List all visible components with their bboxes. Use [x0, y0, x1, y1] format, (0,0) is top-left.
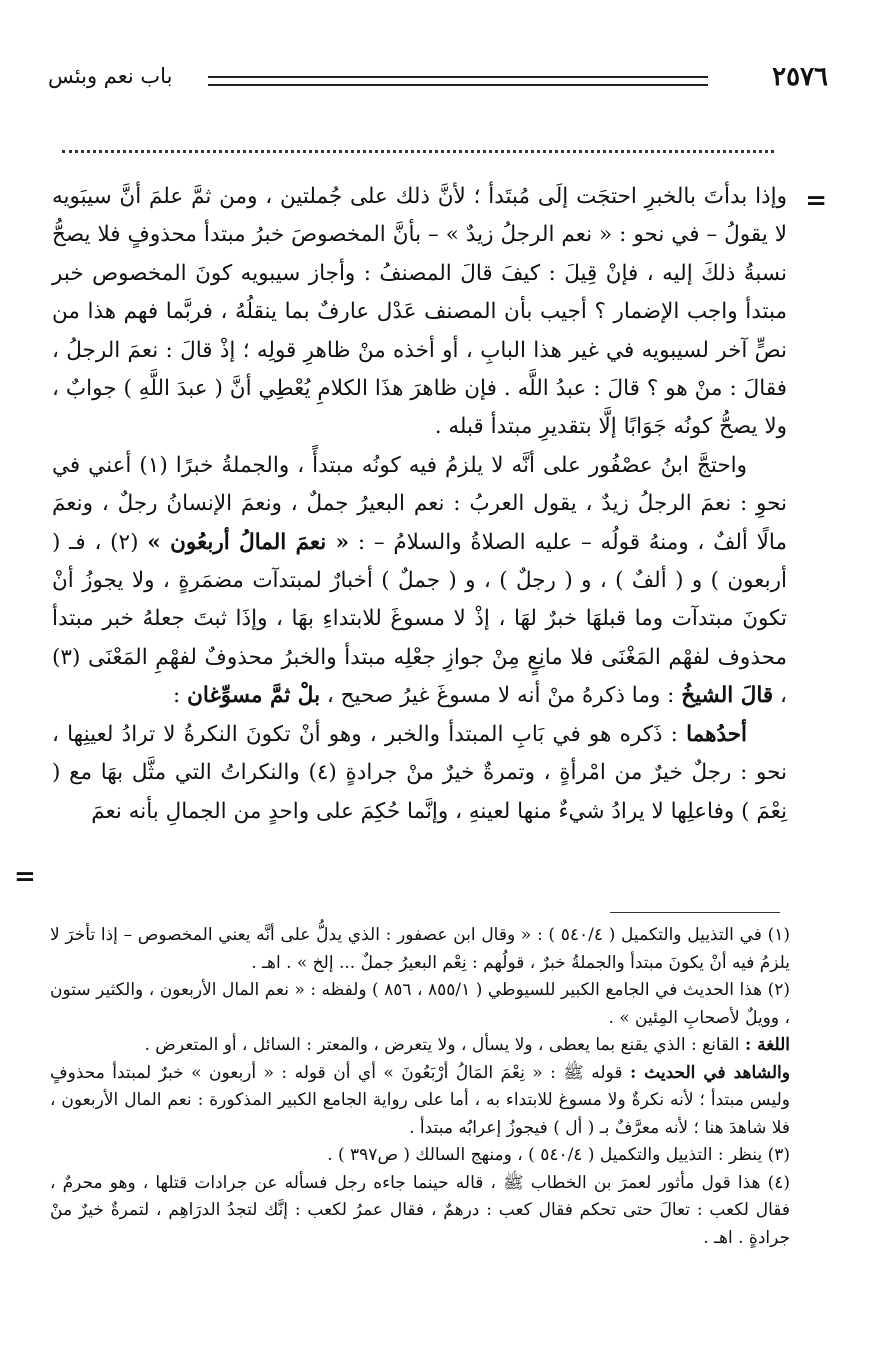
footnote-2: (٢) هذا الحديث في الجامع الكبير للسيوطي ( ٨٥٥/١ ، ٨٥٦ ) ولفظه : « نعم المال الأربعون ، والكثير ستون ، وويلٌ لأصحابِ المِئين » . — [50, 980, 791, 1028]
footnote-3: (٣) ينظر : التذييل والتكميل ( ٥٤٠/٤ ) ، ومنهج السالك ( ص٣٩٧ ) . — [327, 1145, 790, 1165]
footnote-4: (٤) هذا قول مأثور لعمرَ بن الخطاب ﷺ ، قاله حينما جاءه رجل فسأله عن جرادات قتلها ، وهو محرمٌ ، فقال لكعب : تعالَ حتى تحكم فقال كعب : درهمٌ ، فقال عمرُ لكعب : إنَّك لتجدُ الدرَاهِم ، لتمرةٌ خيرٌ منْ جرادةٍ . اهـ . — [50, 1172, 790, 1248]
label-lugha: اللغة : — [744, 1035, 790, 1055]
text-run: القانع : الذي يقنع بما يعطى ، ولا يسأل ، ولا يتعرض ، والمعتر : السائل ، أو المتعرض . — [144, 1035, 740, 1055]
bold-phrase-musawwighan: بلْ ثمَّ مسوِّغان — [187, 683, 321, 709]
footnote-ref-1[interactable]: (١) — [139, 452, 168, 478]
hadith-quote: « نعمَ المالُ أربعُون » — [147, 529, 350, 555]
chapter-title: باب نعم وبئس — [48, 64, 173, 88]
label-shahid: والشاهد في الحديث : — [629, 1062, 790, 1083]
continuation-mark-start: = — [805, 186, 827, 216]
dotted-separator — [62, 150, 774, 153]
footnote-1: (١) في التذييل والتكميل ( ٥٤٠/٤ ) : « وقال ابن عصفور : الذي يدلُّ على أنَّه يعني المخصوص – إذا تأخرَ لا يلزمُ فيه أنْ يكونَ مبتدأ والجملةُ خبرٌ ، قولُهم : نِعْم البعيرُ جملٌ ... إلخ » . اهـ . — [50, 925, 790, 973]
page-header — [48, 60, 828, 100]
header-double-rule — [208, 76, 708, 86]
text-run: : وما ذكرهُ منْ أنه لا مسوغَ غيرُ صحيح ، — [326, 683, 675, 709]
paragraph-3 — [52, 716, 787, 831]
footnote-ref-2[interactable]: (٢) — [110, 529, 139, 555]
main-text — [52, 178, 787, 831]
bold-phrase-ahaduhuma: أحدُهما — [686, 721, 747, 747]
paragraph-1: وإذا بدأتَ بالخبرِ احتجَت إلَى مُبتَدأ ؛ لأنَّ ذلك على جُملتين ، ومن ثمَّ علمَ أنَّ سيبَويه لا يقولُ – في نحو : « نعم الرجلُ زيدٌ » – بأنَّ المخصوصَ خبرُ مبتدأ محذوفٍ فلا يصحُّ نسبةُ ذلكَ إليه ، فإنْ قِيلَ : كيفَ قالَ المصنفُ : وأجاز سيبويه كونَ المخصوص خبر مبتدأ واجب الإضمار ؟ أجيب بأن المصنف عَدْل عارفٌ بما ينقلُهُ ، فربَّما فهم هذا من نصٍّ آخر لسيبويه في غير هذا البابِ ، أو أخذه منْ ظاهرِ قولِه ؛ إذْ قالَ : نعمَ الرجلُ ، فقالَ : منْ هو ؟ قالَ : عبدُ اللَّه . فإن ظاهرَ هذَا الكلامِ يُعْطِي أنَّ ( عبدَ اللَّهِ ) جوابٌ ، ولا يصحُّ كونُه جَوَابًا إلَّا بتقديرِ مبتدأ قبله . — [52, 184, 787, 440]
bold-phrase-shaykh: قالَ الشيخُ — [681, 683, 774, 709]
footnote-ref-4[interactable]: (٤) — [308, 760, 337, 786]
footnote-ref-3[interactable]: (٣) — [52, 644, 81, 670]
text-run: والنكراتُ التي مثَّل بهَا مع ( نِعْمَ ) وفاعلِها لا يرادُ شيءٌ منها لعينهِ ، وإنَّما حُكِمَ على واحدٍ من الجمالِ بأنه نعمَ — [52, 760, 787, 824]
footnote-2-language — [50, 1032, 790, 1060]
continuation-mark-end: = — [14, 862, 36, 892]
page-number: ٢٥٧٦ — [772, 62, 828, 92]
text-run: قوله ﷺ : « نِعْمَ المَالُ أرْبَعُونَ » أي أن قوله : « أربعون » خبرٌ لمبتدأ محذوفٍ وليس مبتدأ ؛ لأنه نكرةٌ ولا مسوغ للابتداء به ، أما على رواية الجامع الكبير المذكورة : نعم المال الأربعون ، فلا شاهدَ هنا ؛ لأنه معرَّفٌ بـ ( أل ) فيجوزُ إعرابُه مبتدأ . — [50, 1062, 790, 1138]
paragraph-2 — [52, 447, 787, 716]
text-run: أعني في نحوِ : نعمَ الرجلُ زيدٌ ، يقول العربُ : نعم البعيرُ جملٌ ، ونعمَ الإنسانُ رجلٌ ، ونعمَ مالًا ألفٌ ، ومنهُ قولُه – عليه الصلاةُ والسلامُ – : — [52, 452, 787, 555]
text-run: ، فـ ( أربعون ) و ( ألفٌ ) ، و ( رجلٌ ) ، و ( جملٌ ) أخبارٌ لمبتدآت مضمَرةٍ ، ولا يجوزُ أنْ تكونَ مبتدآت وما قبلهَا خبرٌ لهَا ، إذْ لا مسوغَ للابتداءِ بهَا ، وإذَا ثبتَ جعلهُ خبر مبتدأ محذوف لفهْم المَغْنَى فلا مانِعٍ مِنْ جوازِ جعْلِه مبتدأ والخبرُ محذوفٌ لفهْمِ المَعْنَى — [52, 529, 787, 670]
footnotes — [50, 922, 790, 1252]
footnote-2-evidence — [50, 1060, 790, 1143]
text-run: : — [173, 683, 181, 709]
text-run: ، — [780, 683, 787, 709]
text-run: واحتجَّ ابنُ عصْفُور على أنَّه لا يلزمُ فيه كونُه مبتدأً ، والجملةُ خبرًا — [175, 452, 747, 478]
footnote-rule — [610, 912, 780, 913]
text-run: : ذَكره هو في بَابِ المبتدأ والخبر ، وهو أنْ تكونَ النكرةُ لا ترادُ لعينِها ، نحو : رجلٌ خيرٌ من امْرأةٍ ، وتمرةٌ خيرٌ منْ جرادةٍ — [52, 721, 787, 786]
